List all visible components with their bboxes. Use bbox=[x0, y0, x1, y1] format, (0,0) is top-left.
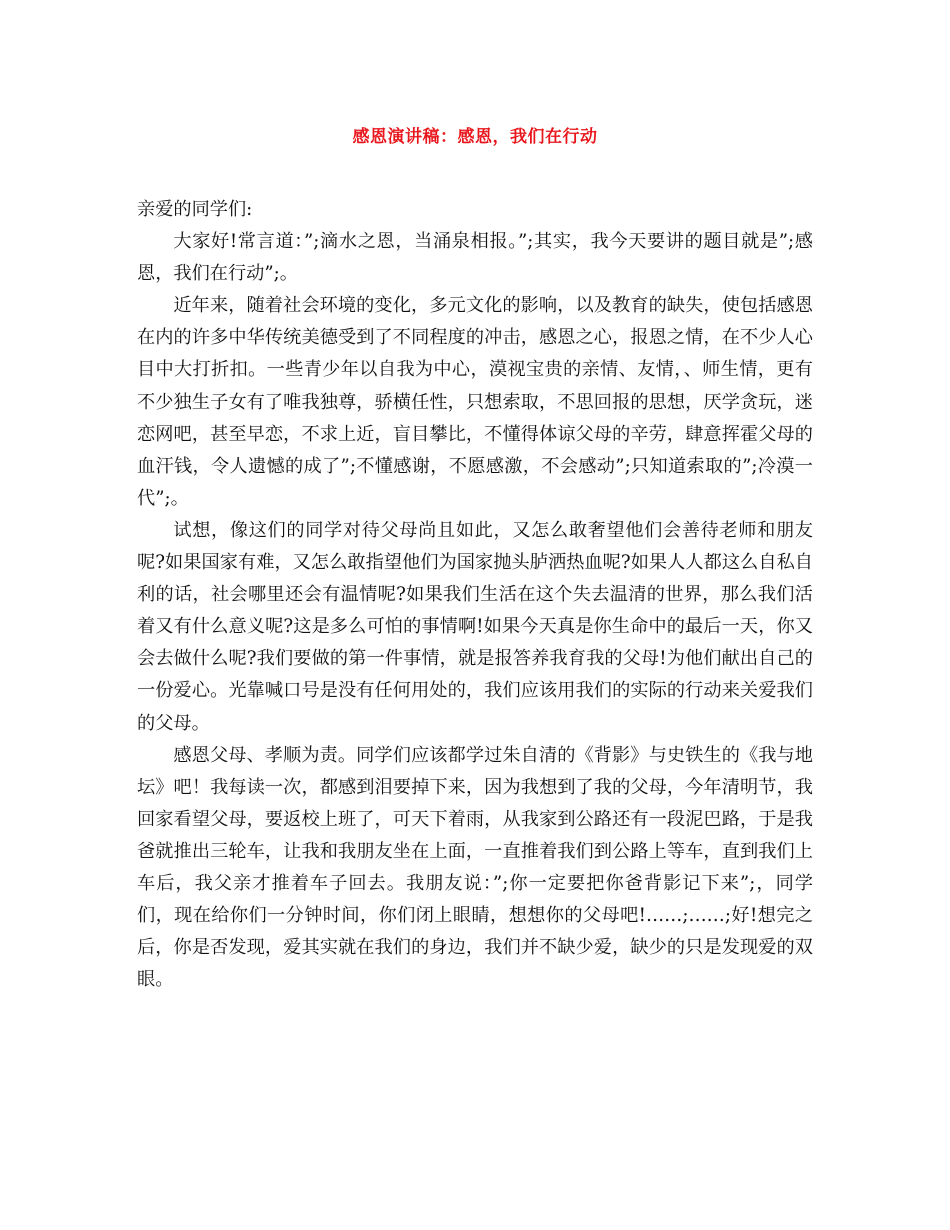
paragraph-4: 感恩父母、孝顺为责。同学们应该都学过朱自清的《背影》与史铁生的《我与地坛》吧！我每读一次，都感到泪要掉下来，因为我想到了我的父母，今年清明节，我回家看望父母，要返校上班了，可天下着雨，从我家到公路还有一段泥巴路，于是我爸就推出三轮车，让我和我朋友坐在上面，一直推着我们到公路上等车，直到我们上车后，我父亲才推着车子回去。我朋友说：”;你一定要把你爸背影记下来”;，同学们，现在给你们一分钟时间，你们闭上眼睛，想想你的父母吧!……;……;好!想完之后，你是否发现，爱其实就在我们的身边，我们并不缺少爱，缺少的只是发现爱的双眼。 bbox=[137, 744, 813, 991]
salutation: 亲爱的同学们: bbox=[137, 199, 253, 220]
document-title: 感恩演讲稿：感恩，我们在行动 bbox=[352, 127, 598, 147]
paragraph-2: 近年来，随着社会环境的变化，多元文化的影响，以及教育的缺失，使包括感恩在内的许多中华传统美德受到了不同程度的冲击，感恩之心，报恩之情，在不少人心目中大打折扣。一些青少年以自我为中心，漠视宝贵的亲情、友情，、师生情，更有不少独生子女有了唯我独尊，骄横任性，只想索取，不思回报的思想，厌学贪玩，迷恋网吧，甚至早恋，不求上近，盲目攀比，不懂得体谅父母的辛劳，肆意挥霍父母的血汗钱，令人遗憾的成了”;不懂感谢，不愿感激，不会感动”;只知道索取的”;冷漠一代”;。 bbox=[137, 295, 813, 509]
paragraph-3: 试想，像这们的同学对待父母尚且如此，又怎么敢奢望他们会善待老师和朋友呢?如果国家有难，又怎么敢指望他们为国家抛头胪洒热血呢?如果人人都这么自私自利的话，社会哪里还会有温情呢?如果我们生活在这个失去温清的世界，那么我们活着又有什么意义呢?这是多么可怕的事情啊!如果今天真是你生命中的最后一天，你又会去做什么呢?我们要做的第一件事情，就是报答养我育我的父母!为他们献出自己的一份爱心。光靠喊口号是没有任何用处的，我们应该用我们的实际的行动来关爱我们的父母。 bbox=[137, 519, 813, 734]
document-body bbox=[137, 194, 813, 996]
paragraph-1: 大家好!常言道：”;滴水之恩，当涌泉相报。”;其实，我今天要讲的题目就是”;感恩，我们在行动”;。 bbox=[137, 231, 813, 285]
